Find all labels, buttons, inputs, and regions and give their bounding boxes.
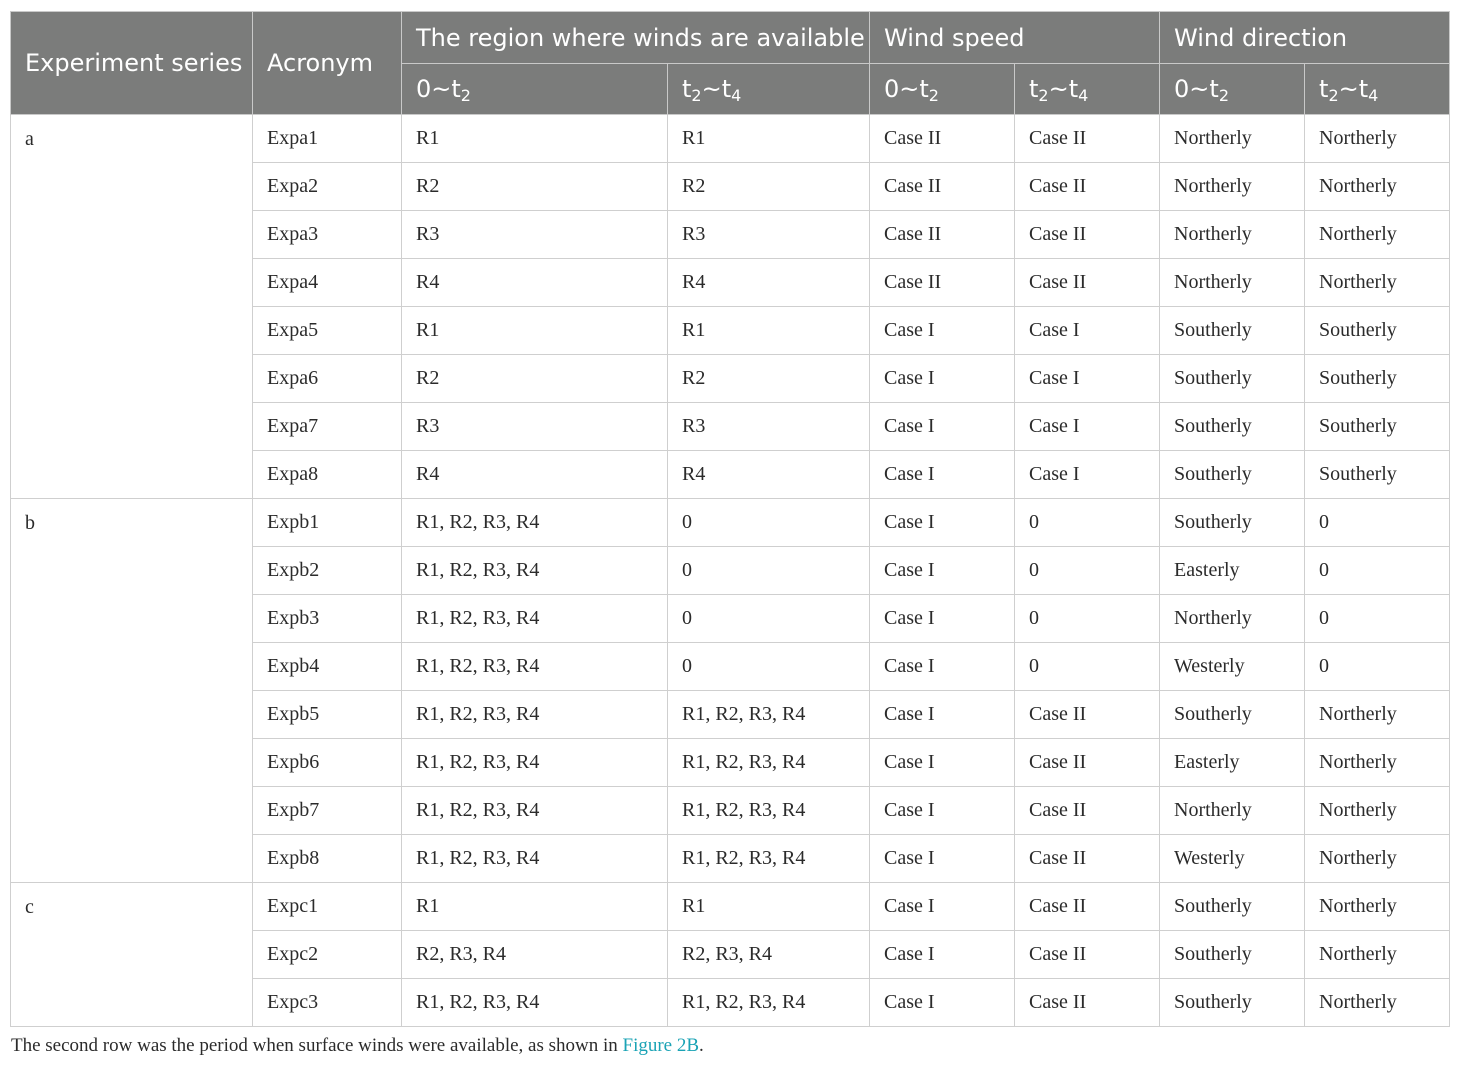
cell-direction-t2-t4: Northerly: [1305, 163, 1450, 211]
cell-region-t2-t4: R2: [668, 355, 870, 403]
cell-region-0-t2: R2, R3, R4: [402, 931, 668, 979]
cell-speed-0-t2: Case II: [870, 163, 1015, 211]
cell-direction-0-t2: Northerly: [1160, 163, 1305, 211]
cell-direction-0-t2: Southerly: [1160, 691, 1305, 739]
cell-direction-t2-t4: Northerly: [1305, 883, 1450, 931]
cell-speed-t2-t4: 0: [1015, 643, 1160, 691]
table-row: [11, 499, 1450, 547]
subheader-direction-t2-t4: $t_2\sim t_4$: [1305, 64, 1450, 115]
cell-speed-t2-t4: 0: [1015, 499, 1160, 547]
cell-region-0-t2: R4: [402, 259, 668, 307]
cell-region-t2-t4: R1, R2, R3, R4: [668, 835, 870, 883]
cell-region-0-t2: R1, R2, R3, R4: [402, 547, 668, 595]
cell-acronym: Expc1: [253, 883, 402, 931]
cell-direction-t2-t4: Northerly: [1305, 931, 1450, 979]
cell-direction-t2-t4: Northerly: [1305, 739, 1450, 787]
cell-region-0-t2: R1, R2, R3, R4: [402, 787, 668, 835]
cell-acronym: Expb5: [253, 691, 402, 739]
cell-direction-t2-t4: Northerly: [1305, 787, 1450, 835]
cell-region-0-t2: R1, R2, R3, R4: [402, 979, 668, 1027]
cell-direction-t2-t4: Northerly: [1305, 259, 1450, 307]
cell-direction-0-t2: Northerly: [1160, 115, 1305, 163]
cell-region-t2-t4: R4: [668, 259, 870, 307]
subheader-speed-0-t2: $0\sim t_2$: [870, 64, 1015, 115]
cell-region-t2-t4: R1: [668, 115, 870, 163]
cell-direction-0-t2: Westerly: [1160, 643, 1305, 691]
cell-speed-t2-t4: Case I: [1015, 355, 1160, 403]
cell-speed-t2-t4: Case II: [1015, 787, 1160, 835]
header-wind-speed: Wind speed: [870, 12, 1160, 64]
cell-direction-0-t2: Southerly: [1160, 451, 1305, 499]
cell-direction-0-t2: Southerly: [1160, 979, 1305, 1027]
cell-acronym: Expb3: [253, 595, 402, 643]
cell-direction-0-t2: Southerly: [1160, 883, 1305, 931]
cell-speed-0-t2: Case I: [870, 307, 1015, 355]
cell-speed-0-t2: Case I: [870, 787, 1015, 835]
subheader-region-t2-t4: $t_2\sim t_4$: [668, 64, 870, 115]
cell-acronym: Expb2: [253, 547, 402, 595]
cell-acronym: Expb1: [253, 499, 402, 547]
cell-speed-0-t2: Case I: [870, 883, 1015, 931]
header-wind-direction: Wind direction: [1160, 12, 1450, 64]
table-row: [11, 883, 1450, 931]
cell-direction-t2-t4: Southerly: [1305, 307, 1450, 355]
cell-speed-t2-t4: Case II: [1015, 979, 1160, 1027]
cell-region-t2-t4: R1, R2, R3, R4: [668, 691, 870, 739]
subheader-speed-t2-t4: $t_2\sim t_4$: [1015, 64, 1160, 115]
cell-direction-t2-t4: 0: [1305, 643, 1450, 691]
cell-region-0-t2: R1: [402, 115, 668, 163]
cell-region-t2-t4: 0: [668, 643, 870, 691]
cell-speed-0-t2: Case I: [870, 595, 1015, 643]
cell-acronym: Expa5: [253, 307, 402, 355]
cell-region-0-t2: R3: [402, 403, 668, 451]
cell-region-0-t2: R2: [402, 355, 668, 403]
cell-speed-0-t2: Case II: [870, 115, 1015, 163]
cell-direction-0-t2: Northerly: [1160, 211, 1305, 259]
cell-speed-t2-t4: Case I: [1015, 307, 1160, 355]
cell-speed-0-t2: Case II: [870, 259, 1015, 307]
cell-speed-0-t2: Case I: [870, 355, 1015, 403]
cell-acronym: Expa7: [253, 403, 402, 451]
cell-direction-t2-t4: Northerly: [1305, 835, 1450, 883]
cell-speed-0-t2: Case I: [870, 979, 1015, 1027]
cell-speed-0-t2: Case I: [870, 499, 1015, 547]
cell-speed-0-t2: Case I: [870, 451, 1015, 499]
cell-region-0-t2: R1, R2, R3, R4: [402, 835, 668, 883]
cell-acronym: Expb4: [253, 643, 402, 691]
header-experiment-series: Experiment series: [11, 12, 253, 115]
experiment-table: [10, 11, 1450, 1027]
cell-region-t2-t4: R2, R3, R4: [668, 931, 870, 979]
cell-region-t2-t4: 0: [668, 547, 870, 595]
cell-direction-t2-t4: Northerly: [1305, 115, 1450, 163]
cell-region-0-t2: R3: [402, 211, 668, 259]
cell-speed-t2-t4: Case II: [1015, 691, 1160, 739]
cell-region-0-t2: R4: [402, 451, 668, 499]
cell-direction-t2-t4: 0: [1305, 595, 1450, 643]
cell-direction-t2-t4: Southerly: [1305, 451, 1450, 499]
cell-region-0-t2: R1, R2, R3, R4: [402, 643, 668, 691]
cell-acronym: Expa1: [253, 115, 402, 163]
cell-speed-0-t2: Case I: [870, 403, 1015, 451]
cell-acronym: Expa8: [253, 451, 402, 499]
cell-acronym: Expa4: [253, 259, 402, 307]
table-row: [11, 115, 1450, 163]
cell-speed-0-t2: Case I: [870, 691, 1015, 739]
table-body: [11, 115, 1450, 1027]
cell-region-t2-t4: R3: [668, 211, 870, 259]
cell-speed-t2-t4: Case I: [1015, 403, 1160, 451]
cell-direction-0-t2: Southerly: [1160, 403, 1305, 451]
cell-region-0-t2: R1, R2, R3, R4: [402, 595, 668, 643]
cell-acronym: Expb7: [253, 787, 402, 835]
cell-speed-t2-t4: Case II: [1015, 931, 1160, 979]
cell-region-t2-t4: R1, R2, R3, R4: [668, 739, 870, 787]
cell-acronym: Expa2: [253, 163, 402, 211]
cell-direction-0-t2: Easterly: [1160, 547, 1305, 595]
cell-direction-t2-t4: Northerly: [1305, 211, 1450, 259]
cell-region-t2-t4: R2: [668, 163, 870, 211]
cell-region-t2-t4: R1, R2, R3, R4: [668, 979, 870, 1027]
cell-speed-t2-t4: 0: [1015, 595, 1160, 643]
cell-direction-0-t2: Southerly: [1160, 307, 1305, 355]
cell-speed-t2-t4: Case I: [1015, 451, 1160, 499]
cell-speed-t2-t4: Case II: [1015, 115, 1160, 163]
cell-series: b: [11, 499, 253, 883]
cell-region-t2-t4: R1: [668, 307, 870, 355]
cell-direction-0-t2: Westerly: [1160, 835, 1305, 883]
header-acronym: Acronym: [253, 12, 402, 115]
cell-speed-0-t2: Case I: [870, 643, 1015, 691]
cell-speed-t2-t4: Case II: [1015, 259, 1160, 307]
cell-acronym: Expb6: [253, 739, 402, 787]
cell-direction-0-t2: Northerly: [1160, 595, 1305, 643]
cell-speed-t2-t4: 0: [1015, 547, 1160, 595]
cell-direction-t2-t4: Northerly: [1305, 979, 1450, 1027]
cell-direction-0-t2: Southerly: [1160, 355, 1305, 403]
cell-direction-t2-t4: Northerly: [1305, 691, 1450, 739]
figure-link[interactable]: Figure 2B: [622, 1035, 700, 1056]
cell-region-t2-t4: 0: [668, 595, 870, 643]
cell-speed-t2-t4: Case II: [1015, 163, 1160, 211]
cell-speed-t2-t4: Case II: [1015, 883, 1160, 931]
cell-speed-t2-t4: Case II: [1015, 211, 1160, 259]
cell-region-0-t2: R1, R2, R3, R4: [402, 499, 668, 547]
subheader-region-0-t2: $0\sim t_2$: [402, 64, 668, 115]
cell-region-t2-t4: R1, R2, R3, R4: [668, 787, 870, 835]
cell-speed-0-t2: Case II: [870, 211, 1015, 259]
cell-region-0-t2: R2: [402, 163, 668, 211]
cell-speed-t2-t4: Case II: [1015, 835, 1160, 883]
cell-direction-0-t2: Southerly: [1160, 499, 1305, 547]
cell-direction-0-t2: Easterly: [1160, 739, 1305, 787]
cell-direction-0-t2: Northerly: [1160, 259, 1305, 307]
cell-region-0-t2: R1: [402, 307, 668, 355]
cell-acronym: Expc3: [253, 979, 402, 1027]
cell-acronym: Expa3: [253, 211, 402, 259]
cell-acronym: Expb8: [253, 835, 402, 883]
cell-region-t2-t4: R3: [668, 403, 870, 451]
cell-acronym: Expc2: [253, 931, 402, 979]
header-region: The region where winds are available: [402, 12, 870, 64]
cell-series: a: [11, 115, 253, 499]
cell-speed-0-t2: Case I: [870, 739, 1015, 787]
subheader-direction-0-t2: $0\sim t_2$: [1160, 64, 1305, 115]
cell-direction-0-t2: Northerly: [1160, 787, 1305, 835]
cell-region-0-t2: R1, R2, R3, R4: [402, 739, 668, 787]
cell-region-0-t2: R1: [402, 883, 668, 931]
cell-direction-0-t2: Southerly: [1160, 931, 1305, 979]
cell-acronym: Expa6: [253, 355, 402, 403]
cell-direction-t2-t4: Southerly: [1305, 355, 1450, 403]
cell-speed-t2-t4: Case II: [1015, 739, 1160, 787]
cell-region-t2-t4: R1: [668, 883, 870, 931]
cell-region-t2-t4: R4: [668, 451, 870, 499]
cell-direction-t2-t4: 0: [1305, 547, 1450, 595]
cell-region-0-t2: R1, R2, R3, R4: [402, 691, 668, 739]
cell-speed-0-t2: Case I: [870, 931, 1015, 979]
cell-direction-t2-t4: 0: [1305, 499, 1450, 547]
table-footnote: The second row was the period when surface winds were available, as shown in Figure 2B.: [11, 1035, 704, 1056]
cell-region-t2-t4: 0: [668, 499, 870, 547]
cell-speed-0-t2: Case I: [870, 547, 1015, 595]
cell-series: c: [11, 883, 253, 1027]
cell-direction-t2-t4: Southerly: [1305, 403, 1450, 451]
cell-speed-0-t2: Case I: [870, 835, 1015, 883]
